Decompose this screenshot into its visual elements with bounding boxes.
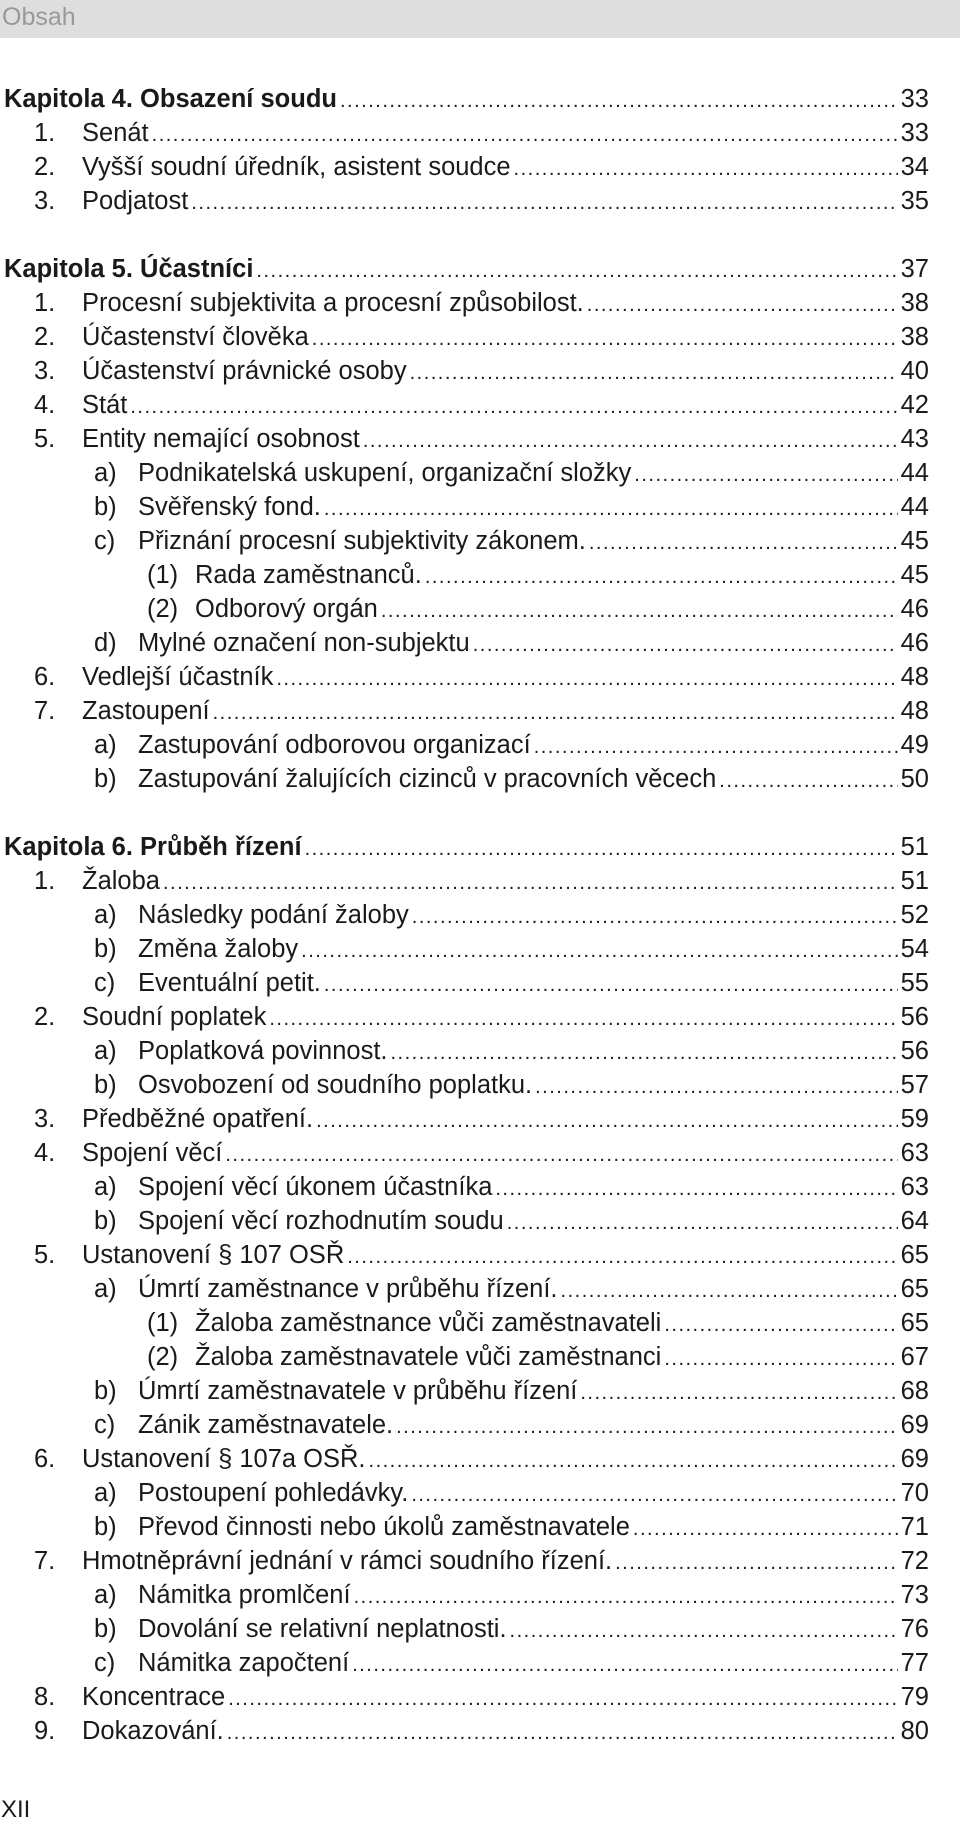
toc-entry-page: 51 [900,833,929,861]
dot-leader [130,390,897,424]
toc-entry-title: Úmrtí zaměstnavatele v průběhu řízení [138,1377,578,1405]
toc-entry-number: 1. [34,867,56,895]
toc-entry-page: 64 [900,1207,929,1235]
dot-leader [495,1172,897,1206]
toc-entry-title: Zastupování žalujících cizinců v pracovních věcech [138,765,717,793]
toc-entry-number: (1) [147,561,179,589]
toc-entry-page: 71 [900,1513,929,1541]
toc-entry-title: Entity nemající osobnost [82,425,360,453]
toc-entry-number: 2. [34,153,56,181]
toc-entry[interactable] [0,1714,929,1748]
toc-entry-title: Námitka promlčení [138,1581,351,1609]
dot-leader [227,1716,898,1750]
toc-entry-number: c) [94,969,116,997]
toc-entry-title: Úmrtí zaměstnance v průběhu řízení. [138,1275,558,1303]
toc-entry-page: 46 [900,595,929,623]
dot-leader [354,1580,898,1614]
dot-leader [191,186,897,220]
toc-entry-title: Stát [82,391,128,419]
toc-entry[interactable] [0,116,929,150]
toc-entry-title: Předběžné opatření. [82,1105,314,1133]
toc-entry[interactable] [0,1680,929,1714]
dot-leader [301,934,897,968]
dot-leader [510,1614,898,1648]
toc-entry-title: Odborový orgán [195,595,378,623]
toc-entry-title: Ustanovení § 107 OSŘ [82,1241,345,1269]
dot-leader [412,900,898,934]
toc-entry-title: Hmotněprávní jednání v rámci soudního řízení. [82,1547,613,1575]
toc-entry-page: 52 [900,901,929,929]
toc-entry[interactable] [0,558,929,592]
toc-entry-number: a) [94,1581,117,1609]
toc-entry-number: b) [94,1377,117,1405]
toc-entry-page: 37 [900,255,929,283]
toc-entry-number: 2. [34,323,56,351]
dot-leader [514,152,898,186]
toc-entry[interactable] [0,1646,929,1680]
toc-entry[interactable] [0,1068,929,1102]
toc-entry-page: 76 [900,1615,929,1643]
toc-entry-page: 40 [900,357,929,385]
toc-entry-title: Vedlejší účastník [82,663,274,691]
toc-entry[interactable] [0,456,929,490]
dot-leader [324,968,898,1002]
toc-entry-title: Převod činnosti nebo úkolů zaměstnavatele [138,1513,630,1541]
dot-leader [664,1342,897,1376]
toc-entry-number: 3. [34,1105,56,1133]
toc-entry-page: 56 [900,1003,929,1031]
toc-entry-number: b) [94,493,117,521]
toc-entry-title: Zastoupení [82,697,210,725]
toc-entry-page: 65 [900,1241,929,1269]
toc-entry-title: Postoupení pohledávky. [138,1479,409,1507]
toc-entry-page: 46 [900,629,929,657]
dot-leader [719,764,897,798]
dot-leader [225,1138,897,1172]
toc-entry-page: 73 [900,1581,929,1609]
dot-leader [152,118,898,152]
toc-entry-page: 38 [900,289,929,317]
toc-entry-title: Senát [82,119,149,147]
toc-entry[interactable] [0,490,929,524]
toc-entry-page: 35 [900,187,929,215]
dot-leader [163,866,898,900]
toc-entry-page: 34 [900,153,929,181]
toc-entry[interactable] [0,762,929,796]
toc-entry-title: Podnikatelská uskupení, organizační složky [138,459,632,487]
toc-entry-page: 44 [900,493,929,521]
toc-entry-page: 44 [900,459,929,487]
toc-entry-page: 69 [900,1411,929,1439]
toc-entry[interactable] [0,422,929,456]
toc-entry-number: (2) [147,1343,179,1371]
toc-entry-title: Mylné označení non-subjektu [138,629,470,657]
dot-leader [535,1070,898,1104]
toc-entry[interactable] [0,524,929,558]
toc-entry[interactable] [0,1578,929,1612]
toc-entry-title: Spojení věcí úkonem účastníka [138,1173,493,1201]
toc-entry-page: 69 [900,1445,929,1473]
toc-entry-number: a) [94,1275,117,1303]
toc-entry-number: 9. [34,1717,56,1745]
toc-entry[interactable] [0,1612,929,1646]
toc-entry-page: 38 [900,323,929,351]
dot-leader [664,1308,897,1342]
dot-leader [587,288,898,322]
dot-leader [411,1478,897,1512]
dot-leader [534,730,898,764]
toc-entry-number: 2. [34,1003,56,1031]
toc-entry-page: 79 [900,1683,929,1711]
toc-entry-title: Dovolání se relativní neplatnosti. [138,1615,507,1643]
toc-entry-title: Koncentrace [82,1683,226,1711]
toc-entry-page: 48 [900,697,929,725]
dot-leader [312,322,898,356]
toc-entry-title: Soudní poplatek [82,1003,267,1031]
toc-entry-title: Námitka započtení [138,1649,350,1677]
toc-entry-title: Spojení věcí rozhodnutím soudu [138,1207,504,1235]
toc-entry-title: Ustanovení § 107a OSŘ. [82,1445,366,1473]
toc-entry-number: 5. [34,1241,56,1269]
toc-chapter-entry[interactable] [0,82,929,116]
toc-entry-title: Podjatost [82,187,189,215]
toc-entry[interactable] [0,626,929,660]
toc-entry-number: b) [94,1207,117,1235]
toc-entry-number: 4. [34,1139,56,1167]
toc-entry-number: 6. [34,663,56,691]
toc-entry[interactable] [0,1408,929,1442]
toc-entry-title: Kapitola 5. Účastníci [4,255,254,283]
dot-leader [634,458,897,492]
toc-entry-number: b) [94,1071,117,1099]
toc-entry-page: 45 [900,561,929,589]
toc-entry-page: 77 [900,1649,929,1677]
toc-entry-number: c) [94,527,116,555]
toc-entry-page: 67 [900,1343,929,1371]
toc-entry-title: Osvobození od soudního poplatku. [138,1071,533,1099]
toc-entry[interactable] [0,1306,929,1340]
dot-leader [580,1376,897,1410]
toc-entry-page: 33 [900,119,929,147]
toc-entry-page: 63 [900,1139,929,1167]
dot-leader [391,1036,898,1070]
toc-entry-number: (1) [147,1309,179,1337]
toc-entry-number: a) [94,459,117,487]
toc-entry-number: a) [94,731,117,759]
dot-leader [633,1512,898,1546]
toc-entry[interactable] [0,864,929,898]
toc-entry[interactable] [0,660,929,694]
dot-leader [363,424,898,458]
dot-leader [256,254,897,288]
toc-entry[interactable] [0,1510,929,1544]
toc-entry-number: 5. [34,425,56,453]
toc-entry[interactable] [0,932,929,966]
toc-entry-page: 33 [900,85,929,113]
dot-leader [316,1104,898,1138]
toc-entry[interactable] [0,1000,929,1034]
toc-entry-number: 8. [34,1683,56,1711]
toc-entry-title: Následky podání žaloby [138,901,409,929]
dot-leader [615,1546,898,1580]
toc-entry-number: a) [94,1037,117,1065]
toc-entry-title: Změna žaloby [138,935,299,963]
toc-entry-number: a) [94,1173,117,1201]
toc-entry[interactable] [0,1034,929,1068]
toc-entry-page: 63 [900,1173,929,1201]
toc-entry[interactable] [0,592,929,626]
toc-entry[interactable] [0,1204,929,1238]
toc-entry[interactable] [0,694,929,728]
toc-entry-title: Zánik zaměstnavatele. [138,1411,394,1439]
dot-leader [213,696,898,730]
toc-entry-title: Účastenství právnické osoby [82,357,407,385]
dot-leader [381,594,898,628]
dot-leader [228,1682,897,1716]
toc-entry-number: 6. [34,1445,56,1473]
toc-entry-number: b) [94,935,117,963]
dot-leader [305,832,898,866]
dot-leader [473,628,898,662]
header-bar [0,0,960,38]
toc-entry[interactable] [0,320,929,354]
toc-entry-title: Procesní subjektivita a procesní způsobilost. [82,289,584,317]
toc-entry-page: 48 [900,663,929,691]
toc-entry-page: 42 [900,391,929,419]
toc-entry-page: 50 [900,765,929,793]
toc-entry[interactable] [0,1238,929,1272]
toc-entry-number: a) [94,1479,117,1507]
dot-leader [589,526,898,560]
toc-entry[interactable] [0,1374,929,1408]
toc-entry[interactable] [0,286,929,320]
toc-entry-title: Eventuální petit. [138,969,321,997]
toc-entry[interactable] [0,966,929,1000]
toc-entry-number: b) [94,765,117,793]
toc-entry[interactable] [0,354,929,388]
toc-entry-page: 49 [900,731,929,759]
dot-leader [425,560,898,594]
toc-entry-title: Kapitola 6. Průběh řízení [4,833,302,861]
dot-leader [507,1206,898,1240]
toc-entry-page: 51 [900,867,929,895]
toc-entry-page: 54 [900,935,929,963]
toc-entry-number: c) [94,1411,116,1439]
toc-entry-number: 4. [34,391,56,419]
toc-entry-title: Svěřenský fond. [138,493,321,521]
toc-entry-number: b) [94,1513,117,1541]
toc-entry-page: 55 [900,969,929,997]
toc-entry[interactable] [0,150,929,184]
toc-entry-title: Přiznání procesní subjektivity zákonem. [138,527,586,555]
toc-entry[interactable] [0,1544,929,1578]
toc-entry-title: Kapitola 4. Obsazení soudu [4,85,337,113]
table-of-contents [0,82,929,1748]
dot-leader [396,1410,898,1444]
toc-entry-page: 45 [900,527,929,555]
toc-entry[interactable] [0,728,929,762]
toc-entry-title: Poplatková povinnost. [138,1037,388,1065]
toc-entry-title: Vyšší soudní úředník, asistent soudce [82,153,511,181]
toc-entry[interactable] [0,184,929,218]
toc-entry-title: Spojení věcí [82,1139,223,1167]
toc-entry[interactable] [0,1476,929,1510]
page-title: Obsah [2,3,76,31]
toc-entry-page: 80 [900,1717,929,1745]
toc-entry[interactable] [0,898,929,932]
dot-leader [352,1648,897,1682]
toc-entry-number: a) [94,901,117,929]
toc-entry-title: Žaloba zaměstnavatele vůči zaměstnanci [195,1343,662,1371]
toc-entry-page: 56 [900,1037,929,1065]
toc-entry-number: 1. [34,289,56,317]
toc-entry-page: 72 [900,1547,929,1575]
toc-entry-number: 3. [34,357,56,385]
dot-leader [369,1444,898,1478]
toc-entry-title: Rada zaměstnanců. [195,561,422,589]
toc-entry[interactable] [0,388,929,422]
toc-entry-number: 7. [34,697,56,725]
toc-entry-page: 59 [900,1105,929,1133]
toc-entry[interactable] [0,1170,929,1204]
toc-entry-number: b) [94,1615,117,1643]
toc-entry[interactable] [0,1442,929,1476]
toc-entry-number: 7. [34,1547,56,1575]
toc-entry-number: 1. [34,119,56,147]
dot-leader [561,1274,898,1308]
toc-entry-number: 3. [34,187,56,215]
toc-entry[interactable] [0,1272,929,1306]
toc-entry-page: 70 [900,1479,929,1507]
toc-entry[interactable] [0,1136,929,1170]
toc-entry-title: Žaloba zaměstnance vůči zaměstnavateli [195,1309,662,1337]
page-number: XII [1,1796,31,1823]
toc-entry-title: Žaloba [82,867,160,895]
toc-entry[interactable] [0,1102,929,1136]
toc-entry-number: c) [94,1649,116,1677]
toc-entry-title: Zastupování odborovou organizací [138,731,531,759]
toc-entry-page: 68 [900,1377,929,1405]
dot-leader [324,492,898,526]
toc-entry[interactable] [0,1340,929,1374]
dot-leader [340,84,898,118]
toc-chapter-entry[interactable] [0,252,929,286]
toc-entry-number: (2) [147,595,179,623]
toc-entry-number: d) [94,629,117,657]
dot-leader [276,662,897,696]
toc-entry-title: Účastenství člověka [82,323,309,351]
toc-entry-page: 43 [900,425,929,453]
toc-chapter-entry[interactable] [0,830,929,864]
toc-entry-page: 65 [900,1275,929,1303]
toc-entry-title: Dokazování. [82,1717,224,1745]
dot-leader [347,1240,897,1274]
toc-entry-page: 65 [900,1309,929,1337]
dot-leader [269,1002,897,1036]
dot-leader [410,356,898,390]
toc-entry-page: 57 [900,1071,929,1099]
